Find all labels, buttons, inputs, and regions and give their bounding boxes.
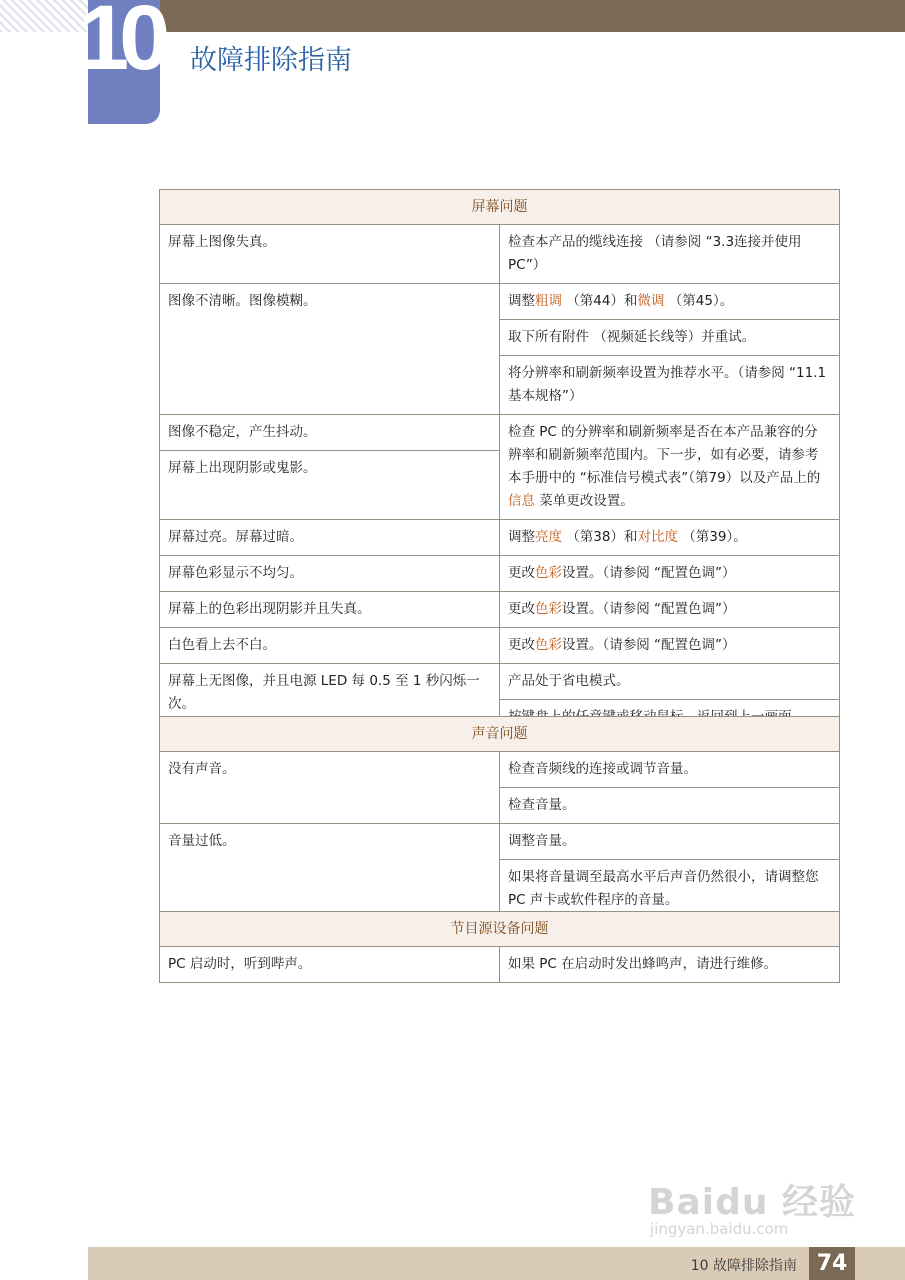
table-row [160, 284, 839, 415]
problem-cell: 屏幕上图像失真。 [168, 234, 276, 250]
problem-cell: 图像不稳定，产生抖动。 [168, 424, 317, 440]
problem-cell: 没有声音。 [168, 761, 236, 777]
solution-cell: 调整音量。 [508, 833, 576, 849]
problem-cell: 屏幕上的色彩出现阴影并且失真。 [168, 601, 371, 617]
watermark-logo: Baidu 经验 [648, 1182, 857, 1223]
solution-cell: 产品处于省电模式。 [508, 673, 630, 689]
solution-cell: 取下所有附件 （视频延长线等）并重试。 [500, 319, 839, 355]
problem-cell: 屏幕色彩显示不均匀。 [168, 565, 303, 581]
solution-cell: 如果 PC 在启动时发出蜂鸣声，请进行维修。 [508, 956, 778, 972]
solution-cell: 更改色彩设置。（请参阅 “配置色调”） [508, 565, 736, 581]
problem-cell: PC 启动时，听到哔声。 [168, 956, 312, 972]
chapter-title: 故障排除指南 [190, 45, 352, 76]
baidu-watermark [640, 1150, 860, 1250]
watermark-url: jingyan.baidu.com [650, 1220, 789, 1238]
solution-cell: 检查 PC 的分辨率和刷新频率是否在本产品兼容的分辨率和刷新频率范围内。下一步，如有必要，请参考本手册中的 “标准信号模式表”（第79）以及产品上的 信息 菜单更改设置。 [508, 424, 821, 509]
top-bar-pattern [0, 0, 88, 32]
problem-cell: 屏幕上无图像，并且电源 LED 每 0.5 至 1 秒闪烁一次。 [168, 673, 480, 712]
fine-link[interactable]: 微调 [637, 293, 665, 309]
table-row [160, 225, 839, 284]
table-row [160, 520, 839, 556]
sound-problems-table [159, 716, 840, 919]
table-row [160, 824, 839, 918]
problem-cell: 屏幕上出现阴影或鬼影。 [160, 450, 499, 486]
table-title: 声音问题 [160, 717, 839, 752]
problem-cell: 屏幕过亮。屏幕过暗。 [168, 529, 303, 545]
solution-cell: 检查本产品的缆线连接 （请参阅 “3.3连接并使用 PC”） [508, 234, 802, 273]
solution-cell: 调整粗调 （第44）和微调 （第45）。 [508, 293, 734, 309]
table-row [160, 556, 839, 592]
problem-cell: 图像不清晰。图像模糊。 [168, 293, 317, 309]
table-title: 节目源设备问题 [160, 912, 839, 947]
solution-cell: 调整亮度 （第38）和对比度 （第39）。 [508, 529, 747, 545]
solution-cell: 检查音频线的连接或调节音量。 [508, 761, 697, 777]
color-link[interactable]: 色彩 [535, 601, 562, 617]
footer-chapter-label: 10 故障排除指南 [690, 1258, 797, 1274]
table-row [160, 752, 839, 824]
chapter-number: 10 [78, 0, 161, 89]
solution-cell: 将分辨率和刷新频率设置为推荐水平。（请参阅 “11.1基本规格”） [500, 355, 839, 414]
brightness-link[interactable]: 亮度 [535, 529, 562, 545]
table-row [160, 415, 839, 520]
solution-cell: 更改色彩设置。（请参阅 “配置色调”） [508, 601, 736, 617]
coarse-link[interactable]: 粗调 [535, 293, 562, 309]
contrast-link[interactable]: 对比度 [637, 529, 678, 545]
table-row [160, 592, 839, 628]
solution-cell: 检查音量。 [500, 787, 839, 823]
color-link[interactable]: 色彩 [535, 565, 562, 581]
chapter-badge [78, 0, 161, 124]
page-footer [88, 1247, 905, 1280]
problem-cell: 白色看上去不白。 [168, 637, 276, 653]
color-link[interactable]: 色彩 [535, 637, 562, 653]
table-row [160, 628, 839, 664]
screen-problems-table [159, 189, 840, 736]
solution-cell: 更改色彩设置。（请参阅 “配置色调”） [508, 637, 736, 653]
solution-cell: 如果将音量调至最高水平后声音仍然很小，请调整您 PC 声卡或软件程序的音量。 [500, 859, 839, 918]
table-title: 屏幕问题 [160, 190, 839, 225]
page-number: 74 [809, 1247, 855, 1280]
info-link[interactable]: 信息 [508, 493, 535, 509]
table-row [160, 947, 839, 982]
source-device-problems-table [159, 911, 840, 983]
problem-cell: 音量过低。 [168, 833, 236, 849]
